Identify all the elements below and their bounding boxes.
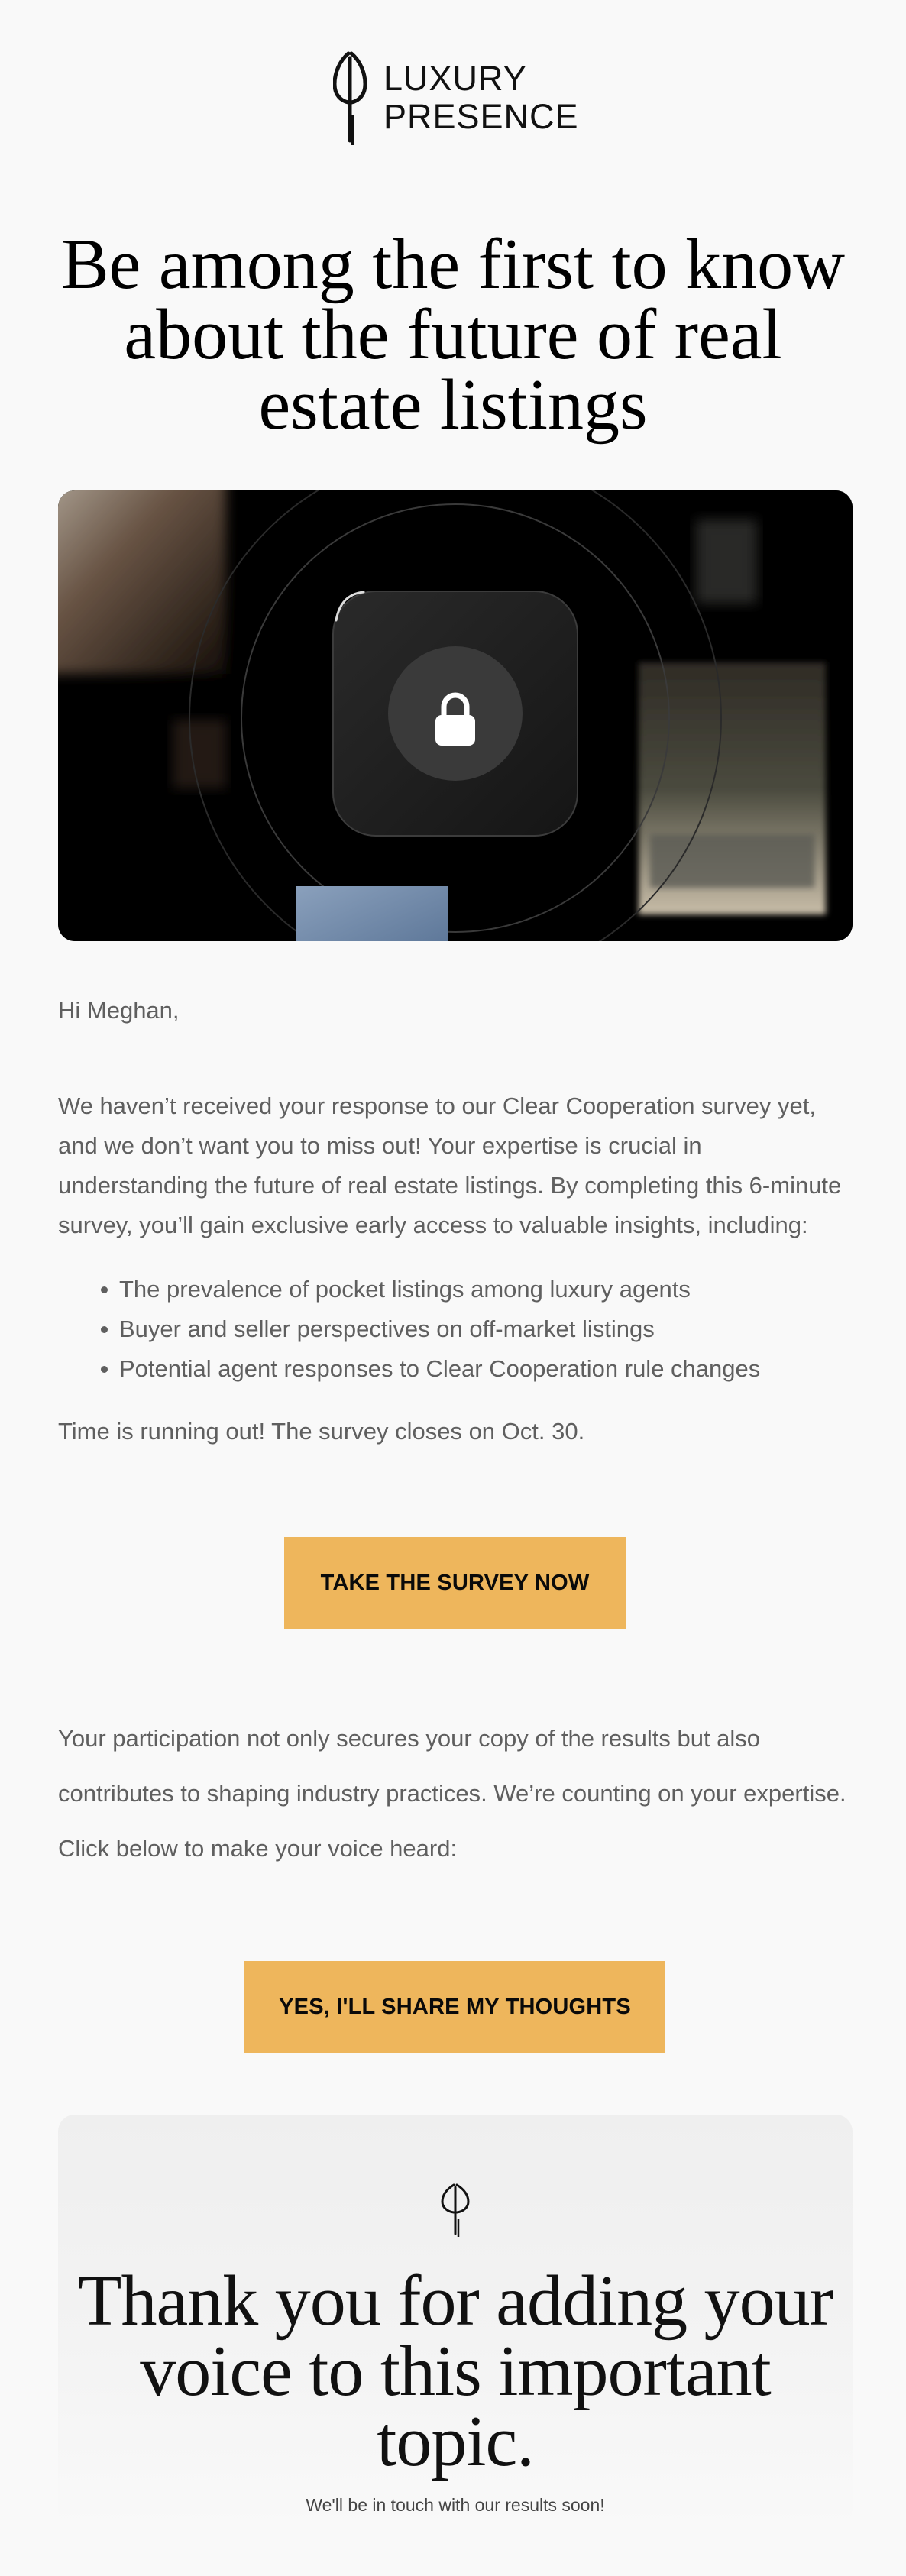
page-headline: Be among the first to know about the future of real estate listings xyxy=(60,225,845,445)
insights-list xyxy=(58,1270,848,1389)
luxury-presence-logo-icon xyxy=(440,2183,471,2237)
list-item-text: Buyer and seller perspectives on off-market listings xyxy=(119,1316,655,1342)
deadline-text: Time is running out! The survey closes on Oct. 30. xyxy=(58,1418,585,1445)
list-item-text: The prevalence of pocket listings among luxury agents xyxy=(119,1276,691,1303)
brand-name-line1: LUXURY xyxy=(383,59,527,98)
list-item xyxy=(58,1270,848,1309)
take-survey-button[interactable]: TAKE THE SURVEY NOW xyxy=(284,1537,626,1629)
hero-image xyxy=(58,490,853,941)
brand-logo[interactable] xyxy=(333,50,579,145)
luxury-presence-logo-icon xyxy=(333,50,367,145)
bullet-icon xyxy=(101,1366,108,1373)
thank-you-title: Thank you for adding your voice to this important topic. xyxy=(78,2261,833,2481)
list-item xyxy=(58,1349,848,1389)
greeting: Hi Meghan, xyxy=(58,997,180,1024)
thank-you-card xyxy=(58,2115,853,2527)
intro-paragraph: We haven’t received your response to our Clear Cooperation survey yet, and we don’t want you to miss out! Your expertise is crucial in understanding the future of real estate listings. By completing this 6-minute survey, you’ll gain exclusive early access to valuable insights, including: xyxy=(58,1092,842,1238)
brand-wordmark xyxy=(383,60,579,136)
list-item-text: Potential agent responses to Clear Cooperation rule changes xyxy=(119,1355,761,1382)
share-thoughts-button[interactable]: YES, I'LL SHARE MY THOUGHTS xyxy=(244,1961,665,2053)
list-item xyxy=(58,1309,848,1349)
bullet-icon xyxy=(101,1326,108,1333)
closing-paragraph: Your participation not only secures your copy of the results but also contributes to shaping industry practices. We’re counting on your expertise. Click below to make your voice heard: xyxy=(58,1725,846,1862)
bullet-icon xyxy=(101,1286,108,1293)
thank-you-subtitle: We'll be in touch with our results soon! xyxy=(306,2495,605,2515)
brand-name-line2: PRESENCE xyxy=(383,97,579,136)
lock-icon xyxy=(388,646,523,781)
hero-illustration xyxy=(58,490,853,941)
